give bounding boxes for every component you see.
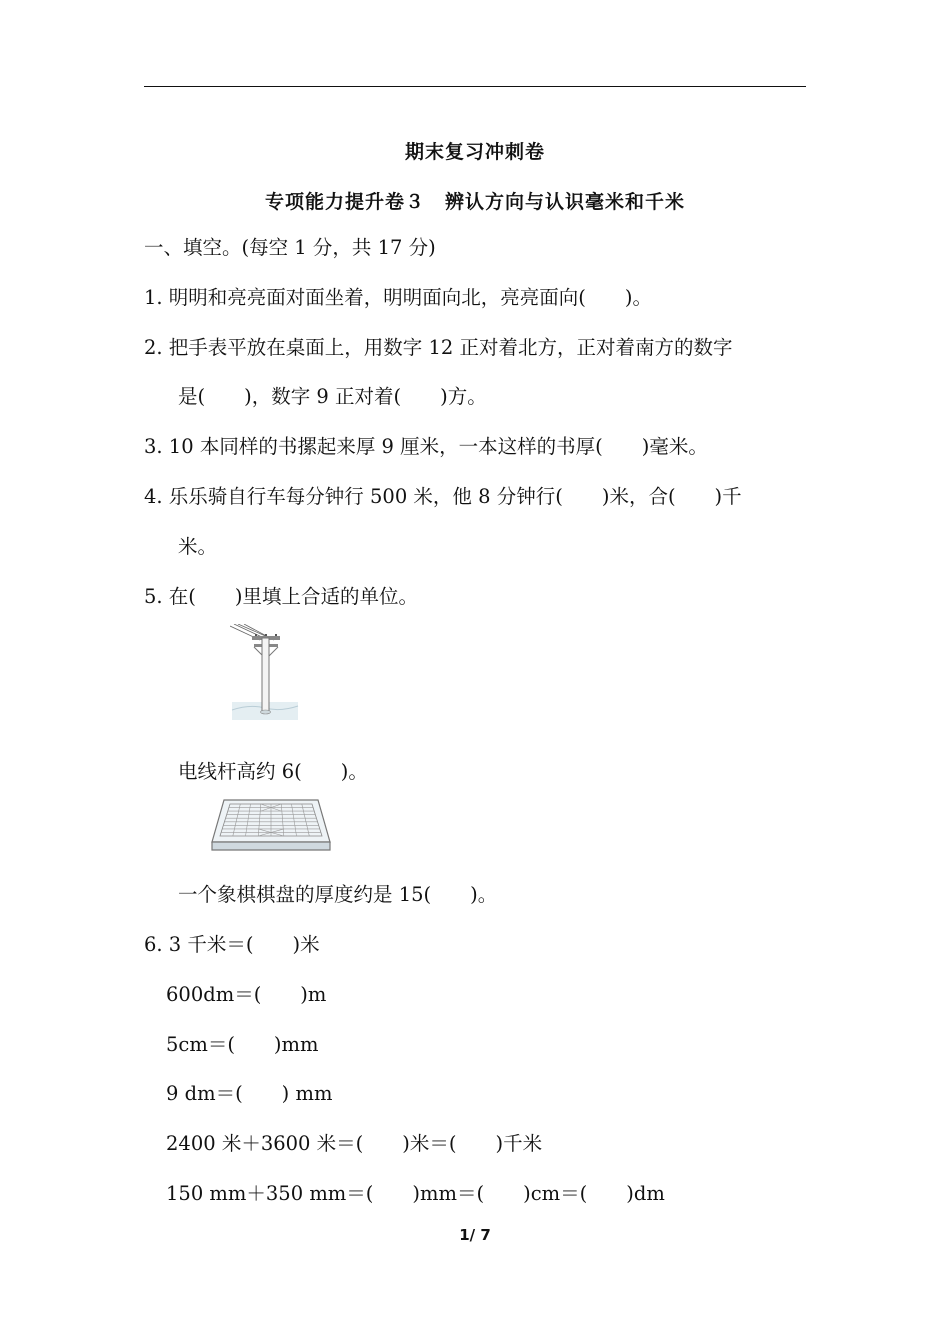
- question-6-item5: 2400 米＋3600 米＝( )米＝( )千米: [166, 1132, 543, 1155]
- question-6-item6: 150 mm＋350 mm＝( )mm＝( )cm＝( )dm: [166, 1182, 665, 1205]
- question-3: 3. 10 本同样的书摞起来厚 9 厘米，一本这样的书厚( )毫米。: [144, 435, 708, 458]
- question-5b: 一个象棋棋盘的厚度约是 15( )。: [178, 883, 498, 906]
- question-2-line1: 2. 把手表平放在桌面上，用数字 12 正对着北方，正对着南方的数字: [144, 336, 733, 359]
- header-rule: [144, 86, 806, 87]
- page-title: 期末复习冲刺卷: [404, 141, 545, 163]
- question-6-item2: 600dm＝( )m: [166, 983, 327, 1006]
- chess-board-icon: [210, 798, 332, 854]
- utility-pole-icon: [230, 624, 300, 722]
- question-5: 5. 在( )里填上合适的单位。: [144, 585, 419, 608]
- question-5a: 电线杆高约 6( )。: [178, 760, 368, 783]
- question-2-line2: 是( )，数字 9 正对着( )方。: [178, 385, 487, 408]
- question-4-line1: 4. 乐乐骑自行车每分钟行 500 米，他 8 分钟行( )米，合( )千: [144, 485, 742, 508]
- question-6-item1: 6. 3 千米＝( )米: [144, 933, 320, 956]
- question-1: 1. 明明和亮亮面对面坐着，明明面向北，亮亮面向( )。: [144, 286, 653, 309]
- question-6-item3: 5cm＝( )mm: [166, 1033, 319, 1056]
- page-number: 1/ 7: [459, 1226, 491, 1244]
- question-6-item4: 9 dm＝( ) mm: [166, 1082, 333, 1105]
- section-heading: 一、填空。(每空 1 分，共 17 分): [144, 236, 436, 259]
- question-4-line2: 米。: [178, 535, 218, 558]
- page-subtitle: 专项能力提升卷３ 辨认方向与认识毫米和千米: [264, 191, 685, 213]
